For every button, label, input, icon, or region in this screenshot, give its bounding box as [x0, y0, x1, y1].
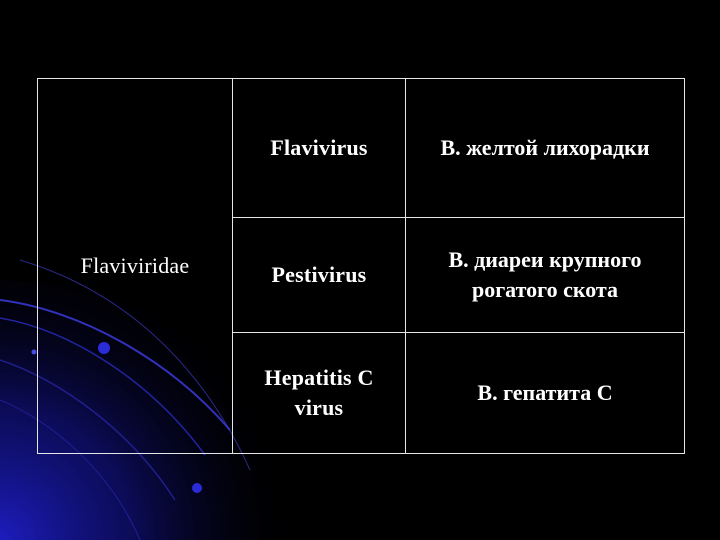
disease-label: В. гепатита С	[477, 380, 613, 406]
family-cell	[37, 78, 232, 454]
decor-dot-2	[192, 483, 202, 493]
disease-label: В. диареи крупного рогатого скота	[448, 247, 642, 302]
disease-label: В. желтой лихорадки	[440, 135, 650, 161]
genus-label: Flavivirus	[270, 135, 368, 161]
genus-label: Hepatitis C virus	[264, 365, 374, 420]
family-label: Flaviviridae	[80, 253, 190, 279]
disease-cell-3	[406, 332, 685, 454]
genus-label: Pestivirus	[271, 262, 367, 288]
disease-cell-1	[406, 78, 685, 217]
genus-cell-2	[232, 217, 406, 332]
decor-dot-3	[32, 350, 37, 355]
genus-cell-1	[232, 78, 406, 217]
genus-cell-3	[232, 332, 406, 454]
classification-table	[37, 78, 685, 454]
disease-cell-2	[406, 217, 685, 332]
